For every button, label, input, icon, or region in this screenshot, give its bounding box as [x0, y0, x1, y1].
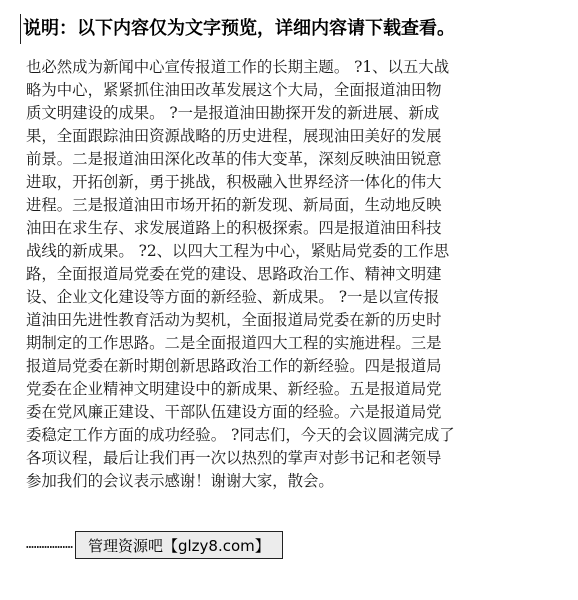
body-line: 期制定的工作思路。二是全面报道四大工程的实施进程。三是	[26, 334, 442, 352]
body-line: 油田在求生存、求发展道路上的积极探索。四是报道油田科技	[26, 219, 442, 237]
body-line: 略为中心，紧紧抓住油田改革发展这个大局，全面报道油田物	[26, 81, 442, 99]
footer	[26, 531, 283, 559]
body-line: 党委在企业精神文明建设中的新成果、新经验。五是报道局党	[26, 380, 442, 398]
dotted-leader: ………………	[26, 537, 73, 552]
body-line: 报道局党委在新时期创新思路政治工作的新经验。四是报道局	[26, 357, 442, 375]
body-line: 委在党风廉正建设、干部队伍建设方面的经验。六是报道局党	[26, 403, 442, 421]
body-line: 各项议程，最后让我们再一次以热烈的掌声对彭书记和老领导	[26, 449, 442, 467]
body-line: 果，全面跟踪油田资源战略的历史进程，展现油田美好的发展	[26, 127, 442, 145]
body-line: 也必然成为新闻中心宣传报道工作的长期主题。 ?1、以五大战	[26, 58, 450, 76]
preview-notice: 说明：以下内容仅为文字预览，详细内容请下载查看。	[20, 14, 568, 44]
body-line: 前景。二是报道油田深化改革的伟大变革，深刻反映油田锐意	[26, 150, 442, 168]
body-line: 道油田先进性教育活动为契机，全面报道局党委在新的历史时	[26, 311, 442, 329]
body-line: 委稳定工作方面的成功经验。 ?同志们，今天的会议圆满完成了	[26, 426, 455, 444]
body-line: 路，全面报道局党委在党的建设、思路政治工作、精神文明建	[26, 265, 442, 283]
body-line: 进程。三是报道油田市场开拓的新发现、新局面，生动地反映	[26, 196, 442, 214]
document-body	[26, 56, 556, 493]
body-line: 质文明建设的成果。 ?一是报道油田勘探开发的新进展、新成	[26, 104, 440, 122]
body-line: 进取，开拓创新，勇于挑战，积极融入世界经济一体化的伟大	[26, 173, 442, 191]
body-line: 设、企业文化建设等方面的新经验、新成果。 ?一是以宣传报	[26, 288, 440, 306]
site-link-button[interactable]: 管理资源吧【glzy8.com】	[75, 531, 283, 559]
body-line: 战线的新成果。 ?2、以四大工程为中心，紧贴局党委的工作思	[26, 242, 450, 260]
body-line: 参加我们的会议表示感谢！谢谢大家，散会。	[26, 472, 334, 490]
